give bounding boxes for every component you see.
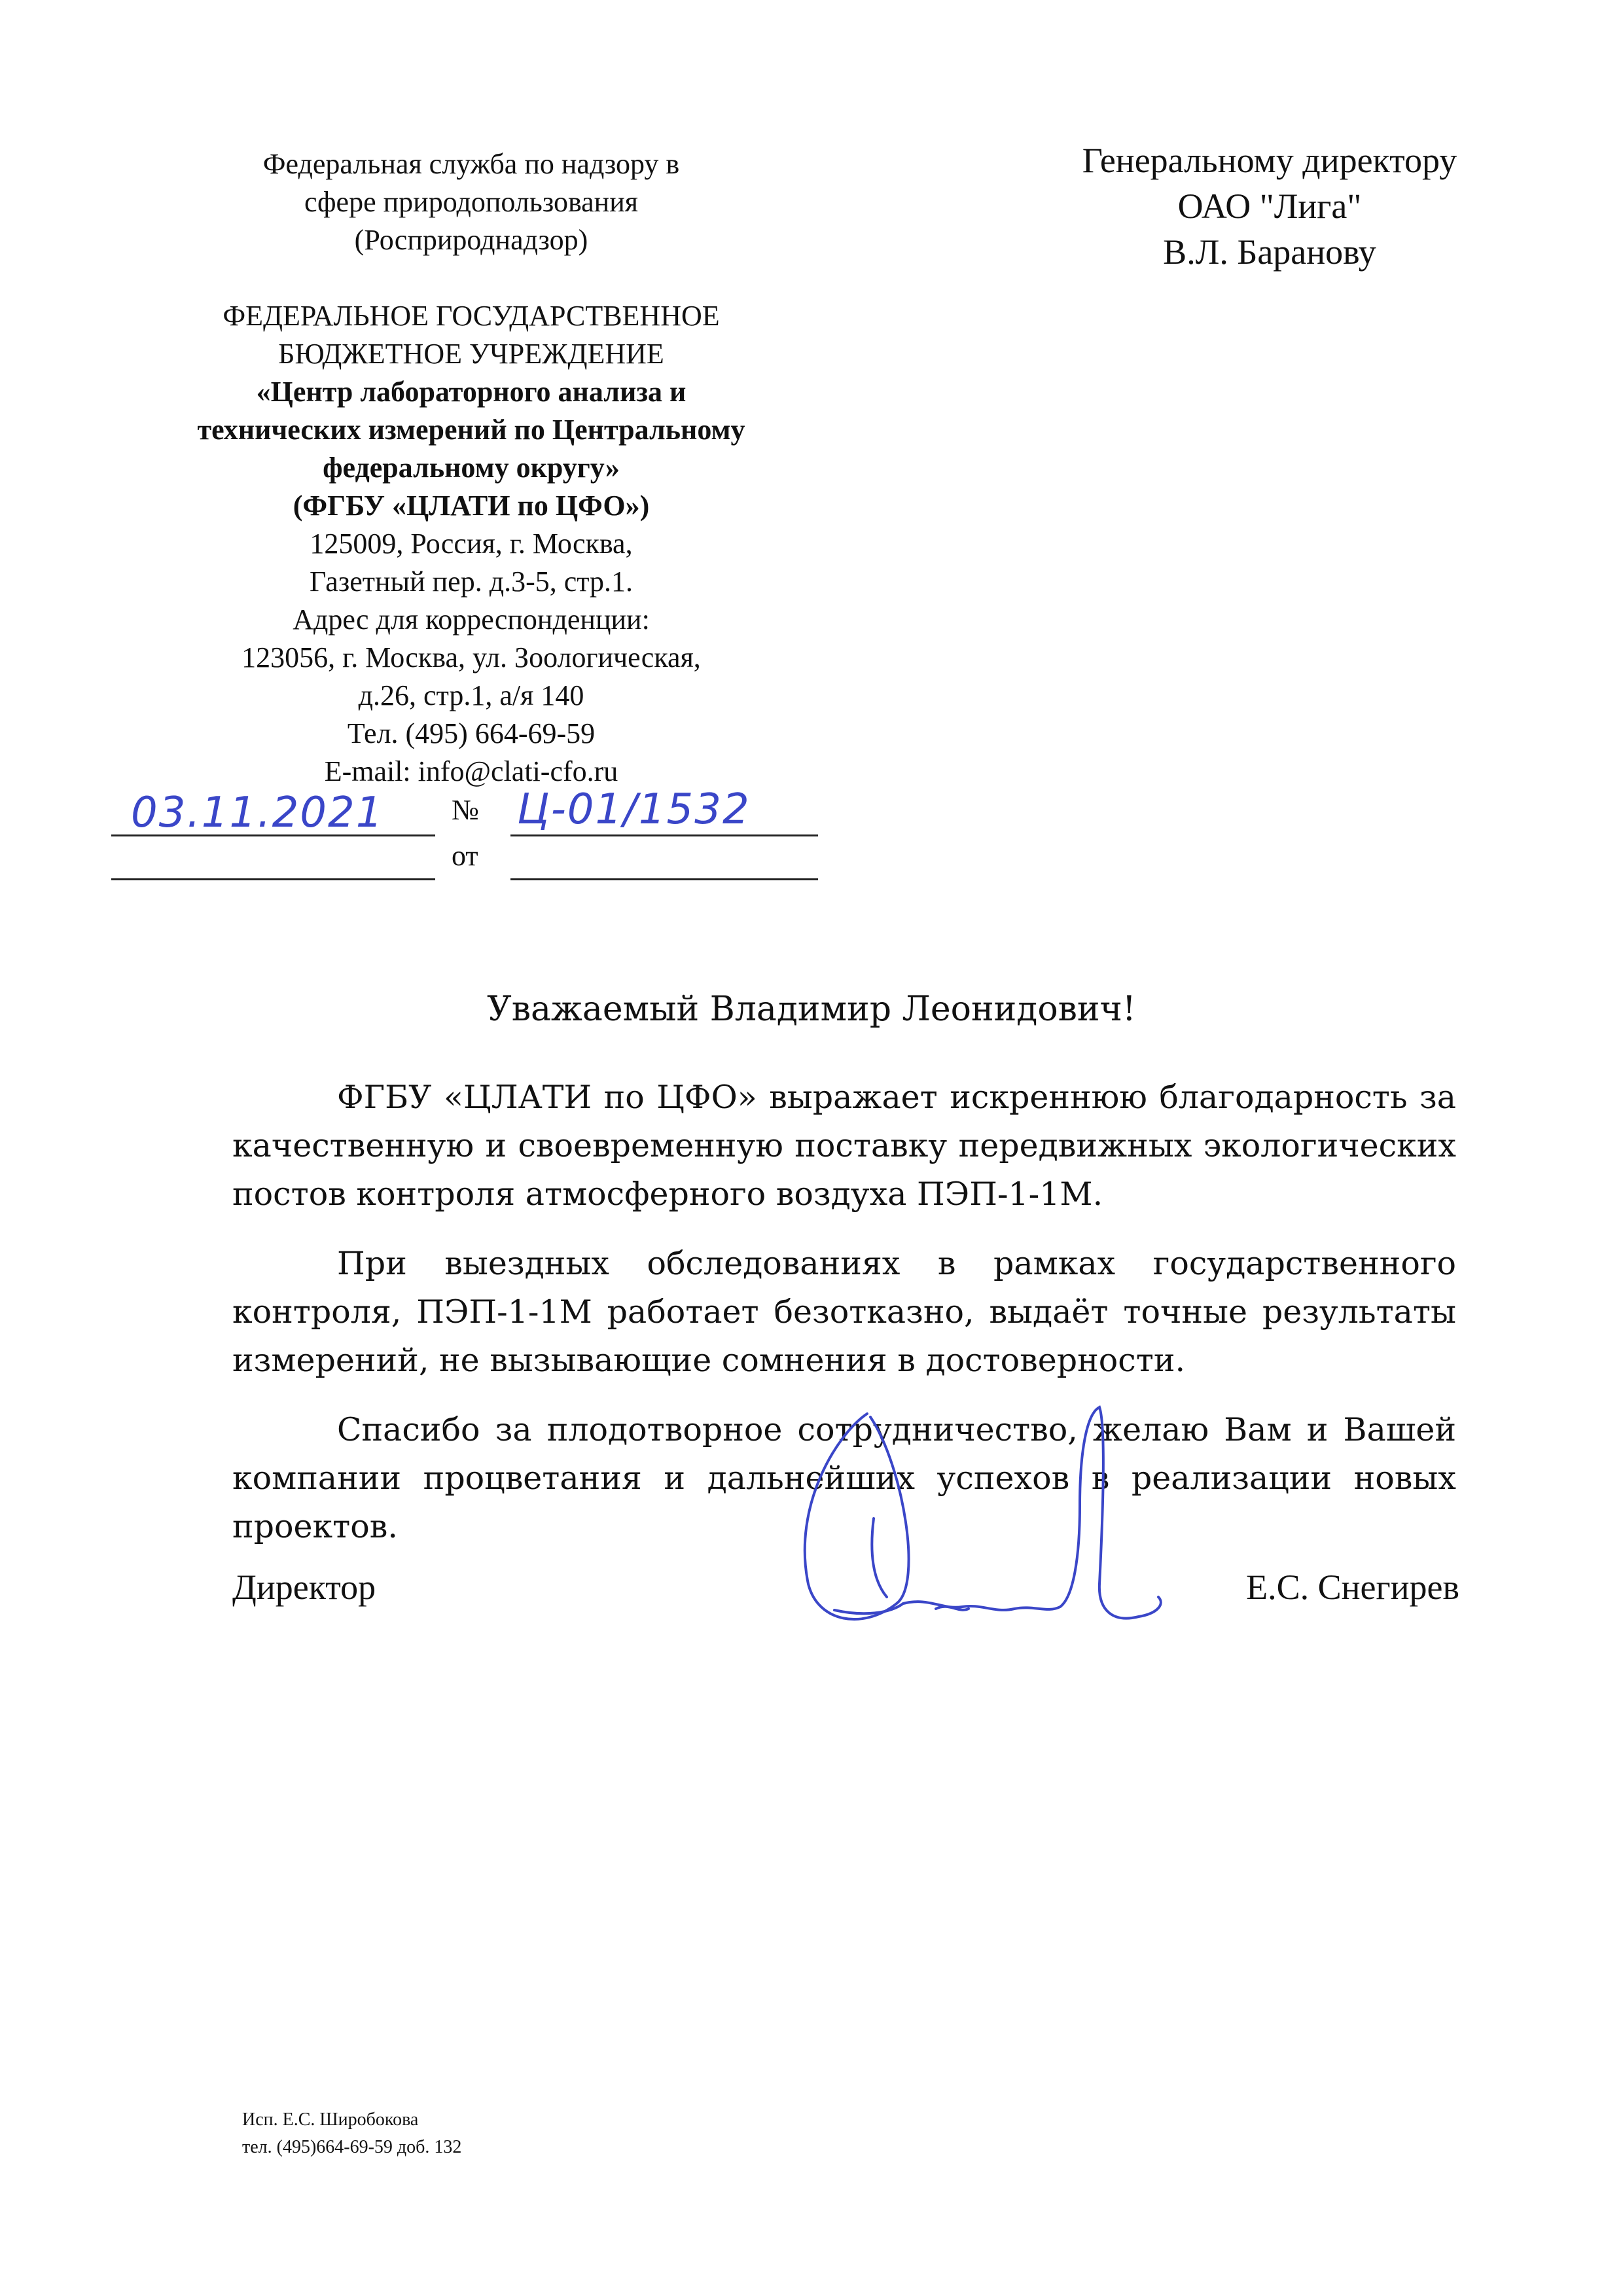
sender-agency-line: сфере природопользования xyxy=(304,186,639,218)
sender-agency-line: (Росприроднадзор) xyxy=(354,224,588,256)
org-short-name: (ФГБУ «ЦЛАТИ по ЦФО») xyxy=(293,490,650,522)
executor-phone: тел. (495)664-69-59 доб. 132 xyxy=(242,2137,462,2157)
org-name-line: «Центр лабораторного анализа и xyxy=(256,376,687,408)
registration-number-handwritten: Ц-01/1532 xyxy=(517,785,751,834)
org-name-line: технических измерений по Центральному xyxy=(197,414,745,446)
executor-info xyxy=(242,2106,461,2161)
correspondence-address-line: д.26, стр.1, а/я 140 xyxy=(358,679,584,711)
sender-address-line: Газетный пер. д.3-5, стр.1. xyxy=(309,565,633,598)
handwritten-signature xyxy=(772,1388,1191,1649)
recipient-name: В.Л. Баранову xyxy=(1163,232,1376,272)
registration-date-handwritten: 03.11.2021 xyxy=(131,789,384,837)
sender-block xyxy=(105,145,838,791)
body-paragraph: При выездных обследованиях в рамках государственного контроля, ПЭП-1-1М работает безотказно, выдаёт точные результаты измерений, не вызывающие сомнения в достоверности. xyxy=(232,1245,1456,1379)
body-paragraph: Спасибо за плодотворное сотрудничество, желаю Вам и Вашей компании процветания и дальнейших успехов в реализации новых проектов. xyxy=(232,1411,1456,1545)
signer-name: Е.С. Снегирев xyxy=(1246,1568,1459,1607)
recipient-company: ОАО "Лига" xyxy=(1177,187,1362,226)
org-type-line: ФЕДЕРАЛЬНОЕ ГОСУДАРСТВЕННОЕ xyxy=(223,300,720,332)
sender-email: E-mail: info@clati-cfo.ru xyxy=(324,755,618,787)
recipient-title: Генеральному директору xyxy=(1082,141,1457,180)
body-paragraph: ФГБУ «ЦЛАТИ по ЦФО» выражает искреннюю благодарность за качественную и своевременную поставку передвижных экологических постов контроля атмосферного воздуха ПЭП-1-1М. xyxy=(232,1079,1456,1213)
sender-address-line: 125009, Россия, г. Москва, xyxy=(310,528,633,560)
recipient-block xyxy=(1021,137,1518,275)
executor-name: Исп. Е.С. Широбокова xyxy=(242,2109,419,2130)
reply-date-underline xyxy=(111,878,435,880)
reply-number-underline xyxy=(510,878,818,880)
from-label: от xyxy=(452,840,478,872)
sender-phone: Тел. (495) 664-69-59 xyxy=(347,717,596,749)
correspondence-address-line: 123056, г. Москва, ул. Зоологическая, xyxy=(241,641,701,673)
number-underline xyxy=(510,834,818,836)
signer-position: Директор xyxy=(232,1568,376,1607)
correspondence-label: Адрес для корреспонденции: xyxy=(293,603,650,636)
number-label: № xyxy=(452,794,479,826)
greeting: Уважаемый Владимир Леонидович! xyxy=(487,990,1136,1029)
sender-agency-line: Федеральная служба по надзору в xyxy=(262,148,680,180)
org-name-line: федеральному округу» xyxy=(323,452,620,484)
org-type-line: БЮДЖЕТНОЕ УЧРЕЖДЕНИЕ xyxy=(278,338,664,370)
date-underline xyxy=(111,834,435,836)
